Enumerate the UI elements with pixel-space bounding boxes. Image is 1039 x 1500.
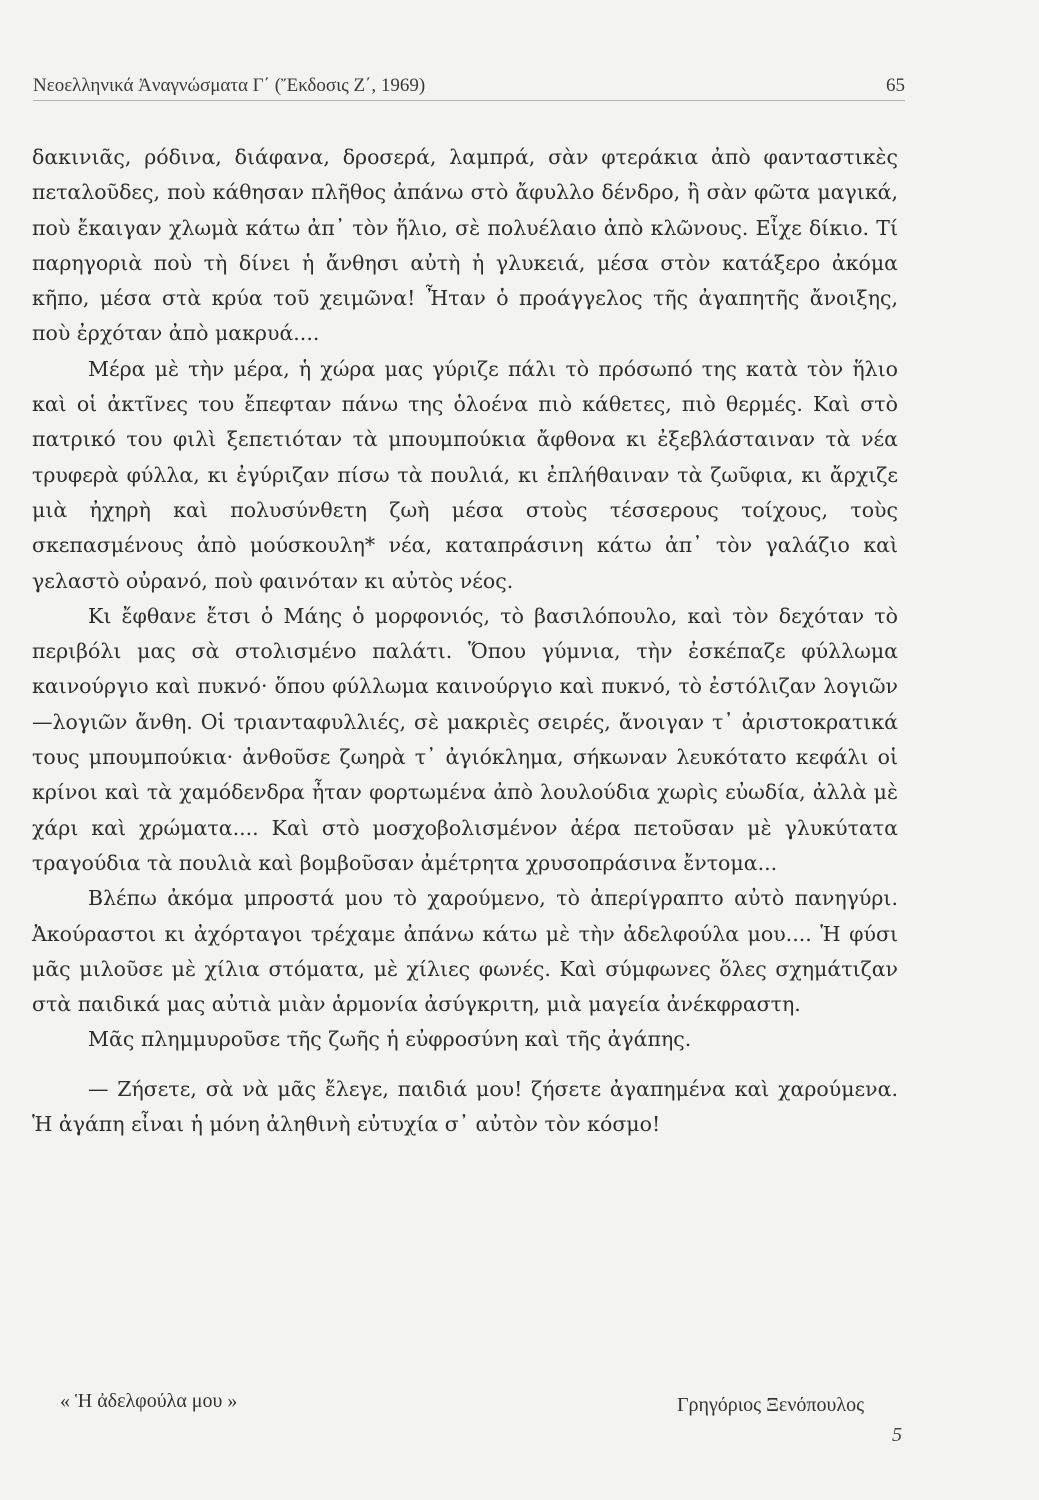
page-number: 65 — [886, 75, 905, 96]
header-rule — [33, 100, 905, 101]
book-title: Νεοελληνικά Ἀναγνώσματα Γ΄ (Ἔκδοσις Ζ΄, 1969) — [33, 75, 426, 96]
source-title: « Ἡ ἀδελφούλα μου » — [60, 1390, 238, 1412]
paragraph-2: Μέρα μὲ τὴν μέρα, ἡ χώρα μας γύριζε πάλι τὸ πρόσωπό της κατὰ τὸν ἥλιο καὶ οἱ ἀκτῖνες του ἔπεφταν πάνω της ὁλοένα πιὸ κάθετες, πιὸ θερμές. Καὶ στὸ πατρικό του φιλὶ ξεπετιόταν τὰ μπουμπούκια ἄφθονα κι ἐξεβλάσταιναν τὰ νέα τρυφερὰ φύλλα, κι ἐγύριζαν πίσω τὰ πουλιά, κι ἐπλήθαιναν τὰ ζωῦφια, κι ἄρχιζε μιὰ ἠχηρὴ καὶ πολυσύνθετη ζωὴ μέσα στοὺς τέσσερους τοίχους, τοὺς σκεπασμένους ἀπὸ μούσκουλη* νέα, καταπράσινη κάτω ἀπ᾿ τὸν γαλάζιο καὶ γελαστὸ οὐρανό, ποὺ φαινόταν κι αὐτὸς νέος. — [32, 356, 898, 593]
paragraph-5: Μᾶς πλημμυροῦσε τῆς ζωῆς ἡ εὐφροσύνη καὶ τῆς ἀγάπης. — [88, 1027, 692, 1052]
author-name: Γρηγόριος Ξενόπουλος — [676, 1394, 864, 1416]
paragraph-1: δακινιᾶς, ρόδινα, διάφανα, δροσερά, λαμπρά, σὰν φτεράκια ἀπὸ φανταστικὲς πεταλοῦδες, ποὺ κάθησαν πλῆθος ἀπάνω στὸ ἄφυλλο δένδρο, ἢ σὰν φῶτα μαγικά, ποὺ ἔκαιγαν χλωμὰ κάτω ἀπ᾿ τὸν ἥλιο, σὲ πολυέλαιο ἀπὸ κλῶνους. Εἶχε δίκιο. Τί παρηγοριὰ ποὺ τὴ δίνει ἡ ἄνθησι αὐτὴ ἡ γλυκειά, μέσα στὸν κατάξερο ἀκόμα κῆπο, μέσα στὰ κρύα τοῦ χειμῶνα! Ἦταν ὁ προάγγελος τῆς ἀγαπητῆς ἄνοιξης, ποὺ ἐρχόταν ἀπὸ μακρυά.... — [32, 145, 898, 346]
paragraph-3: Κι ἔφθανε ἔτσι ὁ Μάης ὁ μορφονιός, τὸ βασιλόπουλο, καὶ τὸν δεχόταν τὸ περιβόλι μας σὰ στολισμένο παλάτι. Ὅπου γύμνια, τὴν ἐσκέπαζε φύλλωμα καινούργιο καὶ πυκνό· ὅπου φύλλωμα καινούργιο καὶ πυκνό, τὸ ἐστόλιζαν λογιῶν—λογιῶν ἄνθη. Οἱ τριανταφυλλιές, σὲ μακριὲς σειρές, ἄνοιγαν τ᾿ ἀριστοκρατικά τους μπουμπούκια· ἀνθοῦσε ζωηρὰ τ᾿ ἀγιόκλημα, σήκωναν λευκότατο κεφάλι οἱ κρίνοι καὶ τὰ χαμόδενδρα ἦταν φορτωμένα ἀπὸ λουλούδια χωρὶς εὐωδία, ἀλλὰ μὲ χάρι καὶ χρώματα.... Καὶ στὸ μοσχοβολισμένον ἀέρα πετοῦσαν μὲ γλυκύτατα τραγούδια τὰ πουλιὰ καὶ βομβοῦσαν ἀμέτρητα χρυσοπράσινα ἔντομα... — [32, 603, 898, 875]
body-text — [32, 140, 898, 1142]
paragraph-6: — Ζήσετε, σὰ νὰ μᾶς ἔλεγε, παιδιά μου! ζήσετε ἀγαπημένα καὶ χαρούμενα. Ἡ ἀγάπη εἶναι ἡ μόνη ἀληθινὴ εὐτυχία σ᾿ αὐτὸν τὸν κόσμο! — [32, 1076, 898, 1137]
running-head — [33, 75, 905, 107]
paragraph-4: Βλέπω ἀκόμα μπροστά μου τὸ χαρούμενο, τὸ ἀπερίγραπτο αὐτὸ πανηγύρι. Ἀκούραστοι κι ἀχόρταγοι τρέχαμε ἀπάνω κάτω μὲ τὴν ἀδελφούλα μου.... Ἡ φύσι μᾶς μιλοῦσε μὲ χίλια στόματα, μὲ χίλιες φωνές. Καὶ σύμφωνες ὅλες σχημάτιζαν στὰ παιδικά μας αὐτιὰ μιὰν ἁρμονία ἀσύγκριτη, μιὰ μαγεία ἀνέκφραστη. — [32, 886, 898, 1017]
signature-mark: 5 — [892, 1424, 902, 1446]
